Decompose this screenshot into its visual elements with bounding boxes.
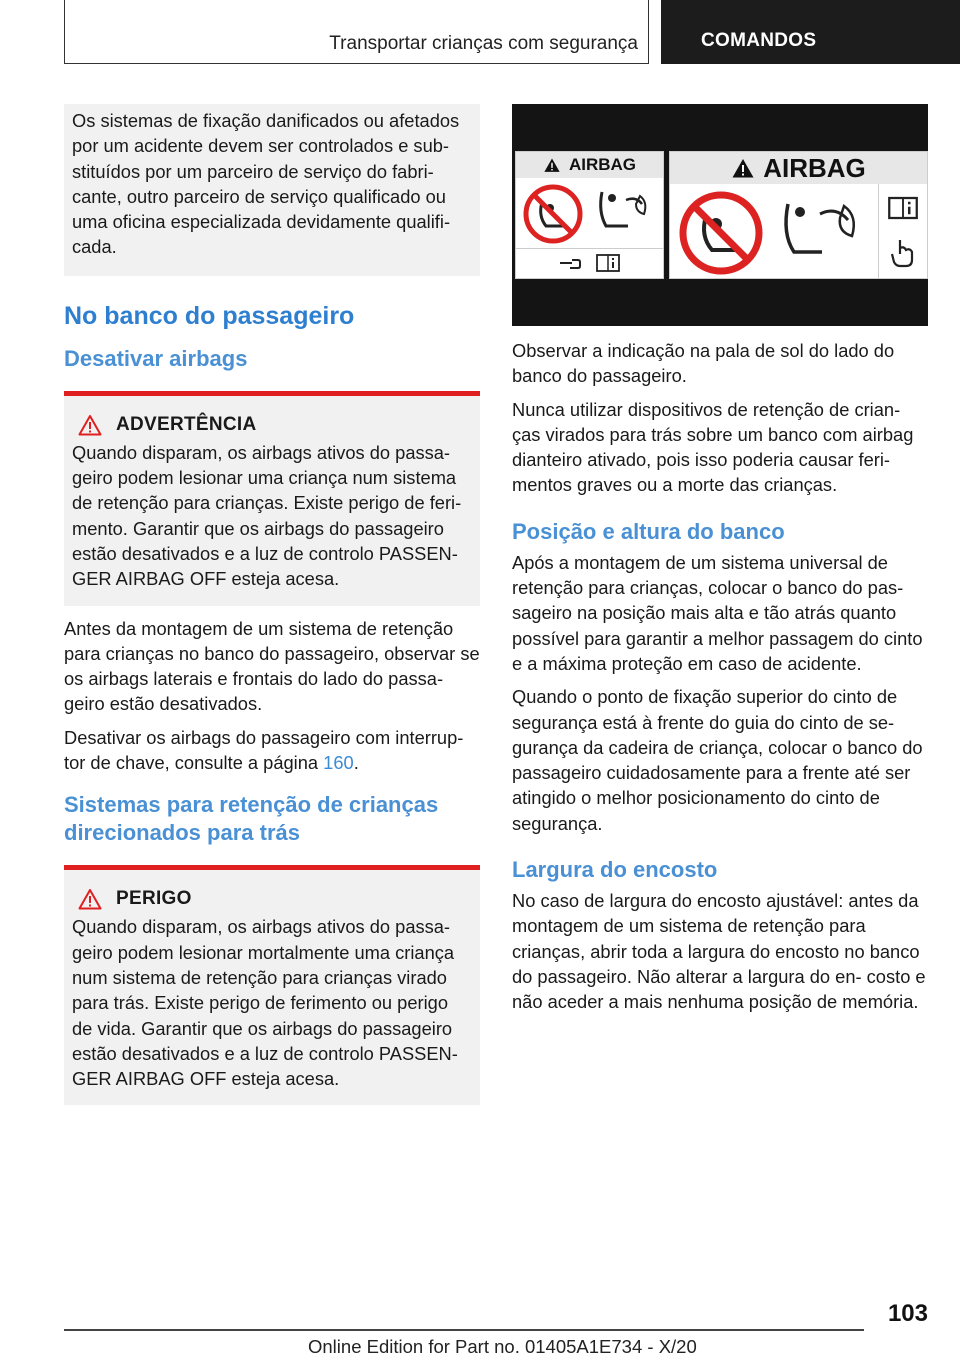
warning-triangle-icon <box>543 157 561 173</box>
warning-triangle-icon <box>78 414 102 436</box>
seat-airbag-icon <box>592 182 658 246</box>
airbag-label-text: AIRBAG <box>763 152 866 183</box>
header-section-box <box>64 0 649 64</box>
heading-seat-position: Posição e altura do banco <box>512 518 785 544</box>
paragraph: Nunca utilizar dispositivos de retenção de crian- ças virados para trás sobre um banco com airbag dianteiro ativado, pois isso poderia causar feri- mentos graves ou a morte das crianças. <box>512 398 914 496</box>
paragraph-text: Desativar os airbags do passageiro com interrup- tor de chave, consulte a página <box>64 726 464 774</box>
intro-note-text: Os sistemas de fixação danificados ou afetados por um acidente devem ser controlados e sub- stituídos por um parceiro de serviço do fabri- cante, outro parceiro de serviço qualificado ou uma oficina especializada devidamente qualifi- cada. <box>72 110 460 258</box>
page-number: 103 <box>887 1300 928 1327</box>
paragraph-with-link <box>64 725 480 776</box>
paragraph: Antes da montagem de um sistema de retenção para crianças no banco do passageiro, observar se os airbags laterais e frontais do lado do passa- geiro estão desativados. <box>64 617 480 715</box>
footer-divider <box>64 1329 864 1331</box>
chapter-title: COMANDOS <box>701 30 817 51</box>
paragraph: Quando o ponto de fixação superior do cinto de segurança está à frente do guia do cinto de se- gurança da cadeira de criança, colocar o banco do passageiro cuidadosamente para a frente até ser atingido o melhor posicionamento do cinto de segurança. <box>512 686 923 834</box>
paragraph-text-end: . <box>353 752 359 774</box>
left-column <box>64 104 480 1105</box>
section-title: Transportar crianças com segurança <box>329 33 638 54</box>
warning-box-1 <box>64 391 480 606</box>
hand-pointer-icon <box>558 254 582 272</box>
airbag-label-photo <box>512 104 928 326</box>
edition-footer: Online Edition for Part no. 01405A1E734 - X/20 <box>308 1336 697 1357</box>
warning-triangle-icon <box>731 157 755 179</box>
airbag-label-text: AIRBAG <box>568 155 637 174</box>
child-seat-prohibited-icon <box>676 190 766 276</box>
seat-airbag-icon <box>774 190 874 276</box>
warning-text: Quando disparam, os airbags ativos do passa- geiro podem lesionar uma criança num sistema de retenção para crianças. Existe perigo de feri- mento. Garantir que os airbags do passageiro estão desativados e a luz de controlo PASSEN- GER AIRBAG OFF esteja acesa. <box>72 441 462 590</box>
warning-box-2 <box>64 865 480 1105</box>
heading-disable-airbags: Desativar airbags <box>64 345 248 371</box>
danger-title: PERIGO <box>116 888 192 910</box>
heading-rear-facing: Sistemas para retenção de crianças direcionados para trás <box>64 792 439 846</box>
small-airbag-label <box>515 151 664 279</box>
large-airbag-label <box>669 151 928 279</box>
chapter-tab[interactable] <box>661 0 960 64</box>
child-seat-prohibited-icon <box>520 182 586 246</box>
heading-backrest-width: Largura do encosto <box>512 857 718 883</box>
danger-text: Quando disparam, os airbags ativos do passa- geiro podem lesionar mortalmente uma criança num sistema de retenção para crianças virado para trás. Existe perigo de ferimento ou perigo de vida. Garantir que os airbags do passageiro estão desativados e a luz de controlo PASSEN- GER AIRBAG OFF esteja acesa. <box>72 916 458 1090</box>
page-link[interactable]: 160 <box>323 752 354 774</box>
right-column <box>512 104 928 1023</box>
paragraph: No caso de largura do encosto ajustável: antes da montagem de um sistema de retenção para crianças, abrir toda a largura do encosto no banco do passageiro. Não alterar a largura do en- costo e não aceder a mais nenhuma posição de memória. <box>512 890 926 1013</box>
manual-info-icon <box>888 196 918 220</box>
warning-triangle-icon <box>78 888 102 910</box>
manual-info-icon <box>596 254 620 272</box>
intro-note-box <box>64 104 480 276</box>
paragraph: Observar a indicação na pala de sol do lado do banco do passageiro. <box>512 340 895 387</box>
hand-pointer-icon <box>890 238 916 268</box>
warning-title: ADVERTÊNCIA <box>116 413 257 435</box>
paragraph: Após a montagem de um sistema universal de retenção para crianças, colocar o banco do pas- sageiro na posição mais alta e tão atrás quanto possível para garantir a melhor passagem do cinto e a máxima proteção em caso de acidente. <box>512 551 923 674</box>
heading-main: No banco do passageiro <box>64 301 355 330</box>
